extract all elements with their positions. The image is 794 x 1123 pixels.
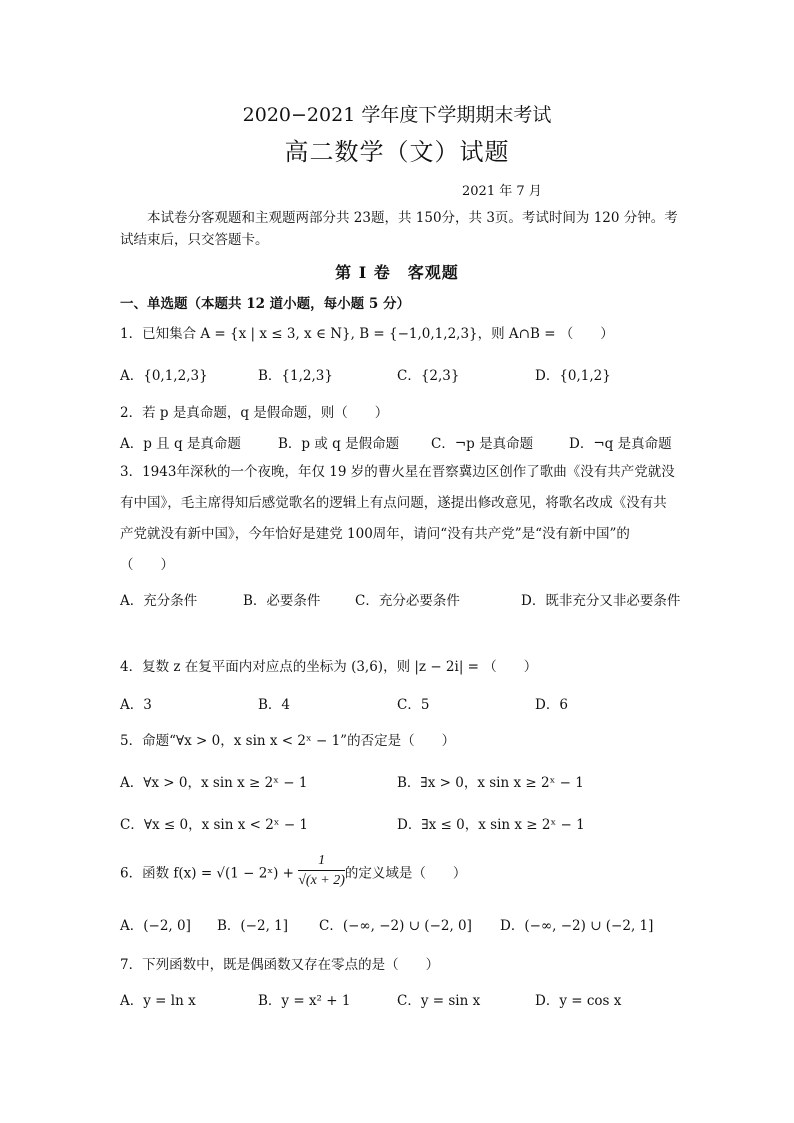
question-5-option-b: B．∃x > 0，x sin x ≥ 2ˣ − 1 [397,775,584,791]
question-6-stem [120,852,466,891]
exam-date: 2021 年 7 月 [462,184,542,199]
question-6-option-a: A．(−2, 0] [120,918,191,934]
question-2-stem: 2．若 p 是真命题，q 是假命题，则（ ） [120,405,389,421]
question-5-stem: 5．命题“∀x > 0，x sin x < 2ˣ − 1”的否定是（ ） [120,733,456,749]
question-5-option-d: D．∃x ≤ 0，x sin x ≥ 2ˣ − 1 [397,817,585,833]
question-5-option-c: C．∀x ≤ 0，x sin x < 2ˣ − 1 [120,817,309,833]
question-4-option-c: C．5 [397,697,430,713]
question-1-option-c: C．{2,3} [397,368,460,384]
question-2-option-b: B．p 或 q 是假命题 [278,436,400,452]
question-4-option-d: D．6 [535,697,568,713]
question-6-stem-prefix: 6．函数 f(x) = √(1 − 2ˣ) + [120,865,299,882]
question-1-stem: 1．已知集合 A = {x | x ≤ 3, x ∈ N}, B = {−1,0,1,2,3}，则 A∩B = （ ） [120,326,614,342]
question-3-stem: 3．1943年深秋的一个夜晚，年仅 19 岁的曹火星在晋察冀边区创作了歌曲《没有共产党就没有中国》，毛主席得知后感觉歌名的逻辑上有点问题，遂提出修改意见，将歌名改成《没有共产党就没有新中国》，今年恰好是建党 100周年，请问“没有共产党”是“没有新中国”的（ ） [120,464,675,573]
question-6-option-b: B．(−2, 1] [217,918,289,934]
question-3-option-b: B．必要条件 [243,593,321,609]
question-1-option-d: D．{0,1,2} [535,368,611,384]
question-3-option-c: C．充分必要条件 [355,593,460,609]
exam-intro: 本试卷分客观题和主观题两部分共 23题，共 150分，共 3页。考试时间为 120 分钟。考试结束后，只交答题卡。 [120,210,678,248]
question-6-fraction [298,852,345,891]
question-2-option-d: D．¬q 是真命题 [569,436,672,452]
question-4-option-a: A．3 [120,697,152,713]
question-7-option-a: A．y = ln x [120,993,196,1009]
question-6-option-d: D．(−∞, −2) ∪ (−2, 1] [500,918,654,934]
question-2-option-a: A．p 且 q 是真命题 [120,436,241,452]
question-7-stem: 7．下列函数中，既是偶函数又存在零点的是（ ） [120,957,440,973]
part-title: 第 Ⅰ 卷 客观题 [335,263,459,282]
exam-title-line2: 高二数学（文）试题 [284,138,510,166]
question-3-option-d: D．既非充分又非必要条件 [521,593,681,609]
exam-title-line1: 2020−2021 学年度下学期期末考试 [242,104,552,126]
question-3-option-a: A．充分条件 [120,593,198,609]
question-4-stem: 4．复数 z 在复平面内对应点的坐标为 (3,6)，则 |z − 2i| = （ ） [120,659,538,675]
question-6-fraction-denominator: √(x + 2) [298,873,345,888]
question-5-option-a: A．∀x > 0，x sin x ≥ 2ˣ − 1 [120,775,308,791]
question-2-option-c: C．¬p 是真命题 [431,436,534,452]
question-6-option-c: C．(−∞, −2) ∪ (−2, 0] [319,918,472,934]
question-4-option-b: B．4 [258,697,291,713]
section-heading: 一、单选题（本题共 12 道小题，每小题 5 分） [120,296,410,312]
question-6-stem-suffix: 的定义域是（ ） [344,865,467,882]
question-7-option-b: B．y = x² + 1 [258,993,351,1009]
question-7-option-d: D．y = cos x [535,993,622,1009]
question-1-option-a: A．{0,1,2,3} [120,368,208,384]
question-7-option-c: C．y = sin x [397,993,481,1009]
question-1-option-b: B．{1,2,3} [258,368,333,384]
question-6-fraction-numerator: 1 [298,852,345,871]
